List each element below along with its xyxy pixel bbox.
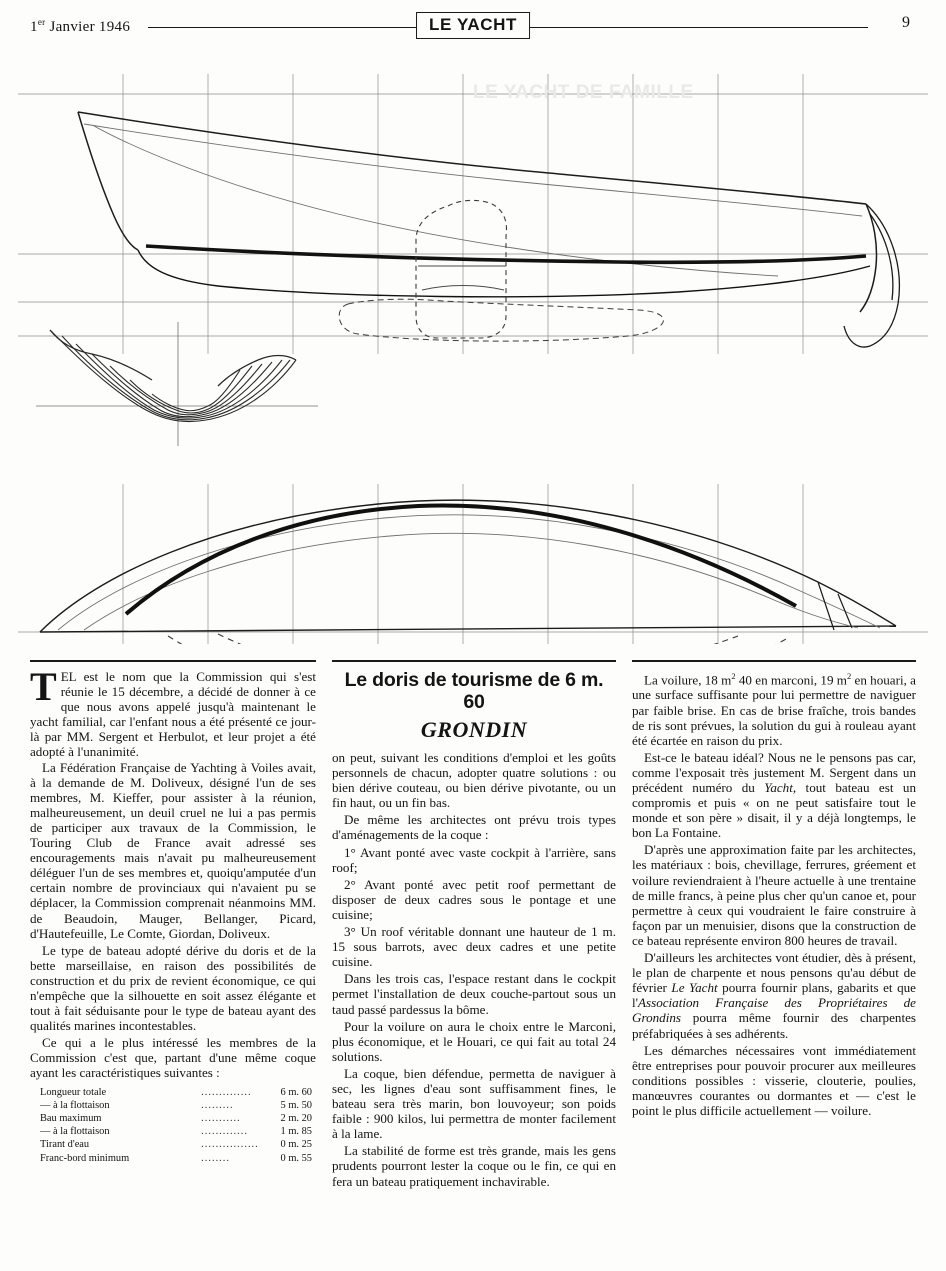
column-2 (324, 660, 624, 1261)
text-run: pourra fournir plans, gabarits et que l' (632, 980, 916, 1011)
paragraph: Le type de bateau adopté dérive du doris et de la bette marseillaise, en raison des possibilités de construction et du prix de revient économique, ce qui n'empêche que la silhouette en soit assez élégante et tout à fait séduisante pour le type de bateau ayant des qualités marines incontestables. (30, 942, 316, 1034)
spec-dots: ......... (201, 1099, 234, 1111)
paragraph: 3° Un roof véritable donnant une hauteur de 1 m. 15 sous barrots, avec deux cadres et une petite cuisine. (332, 924, 616, 970)
masthead (30, 0, 916, 52)
spec-value: 0 m. 25 (280, 1139, 312, 1151)
paragraph (632, 950, 916, 1041)
spec-dots: ................ (201, 1139, 259, 1151)
paragraph: 1° Avant ponté avec vaste cockpit à l'arrière, sans roof; (332, 844, 616, 875)
text-run: Est-ce le bateau idéal? Nous ne le pensons pas car, comme l'exposait très justement M. Sergent dans un précédent numéro du (632, 749, 916, 796)
table-row (40, 1138, 312, 1151)
spec-dots: ............. (201, 1126, 248, 1138)
spec-label: Tirant d'eau (40, 1139, 90, 1151)
paragraph: La coque, bien défendue, permetta de naviguer à sec, les lignes d'eau sont suffisamment fines, le bateau sera très marin, bon louvoyeur; son poids faible : 900 kilos, lui permettra de monter facilement à la lame. (332, 1065, 616, 1142)
column-3 (624, 660, 924, 1261)
article-columns (22, 660, 924, 1261)
plans-ghost-title: LE YACHT DE FAMILLE (473, 82, 694, 103)
paragraph: De même les architectes ont prévu trois types d'aménagements de la coque : (332, 812, 616, 843)
superscript: 2 (731, 671, 736, 681)
paragraph: Les démarches nécessaires vont immédiatement être entreprises pour pouvoir procurer aux meilleures conditions possibles : visserie, clouterie, poulies, manœuvres courantes ou dormantes et — c'est le point le plus difficile actuellement — voilure. (632, 1042, 916, 1118)
spec-label: Franc-bord minimum (40, 1152, 130, 1164)
page-number: 9 (902, 14, 910, 31)
column-3-rule (632, 660, 916, 662)
table-row (40, 1125, 312, 1138)
spec-value: 2 m. 20 (280, 1112, 312, 1124)
paragraph: 2° Avant ponté avec petit roof permettant de disposer de deux cadres sous le pontage et une cuisine; (332, 876, 616, 922)
text-run: D'ailleurs les architectes vont étudier, dès à présent, le plan de charpente et nous pensons qu'au début de février (632, 950, 916, 996)
spec-label: — à la flottaison (40, 1126, 110, 1138)
journal-title: LE YACHT (416, 12, 530, 39)
article-headline: Le doris de tourisme de 6 m. 60 (344, 669, 604, 713)
paragraph: La stabilité de forme est très grande, mais les gens prudents pourront lester la coque ou le fin, ce qui en fera un bateau pratiquement inchavirable. (332, 1143, 616, 1189)
specifications-table (40, 1086, 312, 1165)
text-run: pourra même fournir des charpentes préfabriquées à ses adhérents. (632, 1010, 916, 1041)
paragraph: on peut, suivant les conditions d'emploi et les goûts personnels de chacun, adopter quatre solutions : ou bien dérive couteau, ou bien dérive pivotante, ou un fin haut, ou un fin bas. (332, 750, 616, 811)
issue-date-ordinal: er (37, 16, 46, 27)
paragraph: Dans les trois cas, l'espace restant dans le cockpit permet l'installation de deux couche-partout sous un taud passé pardessus la bôme. (332, 971, 616, 1017)
table-row (40, 1086, 312, 1099)
issue-date (30, 17, 130, 36)
spec-value: 0 m. 55 (280, 1152, 312, 1164)
spec-value: 6 m. 60 (280, 1086, 312, 1098)
paragraph: La Fédération Française de Yachting à Voiles avait, à la demande de M. Doliveux, désigné l'un de ses membres, M. Kieffer, pour assister à la réunion, malheureusement, un deuil cruel ne lui a pas permis de participer aux travaux de la Commission, le Touring Club de France avait adressé ses encouragements mais n'avait pu malheureusement déléguer l'un de ses membres et, quoiqu'amputée d'un certain nombre de provinciaux qui n'avaient pu se déplacer, la Commission comprenait néanmoins MM. de Beaudoin, Mauger, Bellanger, Picard, d'Hautefeuille, Le Comte, Giordan, Doliveux. (30, 759, 316, 941)
text-run: 40 en marconi, 19 m (735, 672, 847, 688)
issue-date-rest: Janvier 1946 (45, 18, 131, 35)
lead-paragraph-text: EL est le nom que la Commission qui s'est réunie le 15 décembre, a décidé de donner à ce que nous avons appelé jusqu'à maintenant le yacht familial, car l'enfant nous a été présenté ce jour-là par MM. Sergent et Herbulot, et leur projet a été adopté à l'unanimité. (30, 669, 316, 760)
spec-dots: ........... (201, 1112, 241, 1124)
issue-date-prefix: 1 (30, 18, 38, 35)
spec-value: 1 m. 85 (280, 1126, 312, 1138)
italic-title: Yacht, (764, 780, 797, 796)
text-run: tout bateau est un compromis et puis « on ne peut satisfaire tout le monde et son père » disait, il y a déjà longtemps, le bon La Fontaine. (632, 780, 916, 841)
boat-plans-svg (18, 54, 928, 644)
paragraph: D'après une approximation faite par les architectes, les matériaux : bois, chevillage, ferrures, gréement et voilure reviendraient à l'heure actuelle à une trentaine de mille francs, à peine plus cher qu'un canoe et, pour permettre à ceux qui voudraient le faire construire à façon par un menuisier, disons que la construction de ce bateau représente environ 800 heures de travail. (632, 842, 916, 948)
paragraph: Ce qui a le plus intéressé les membres de la Commission c'est que, partant d'une même coque ayant les caractéristiques suivantes : (30, 1035, 316, 1081)
paragraph (632, 750, 916, 841)
spec-value: 5 m. 50 (280, 1099, 312, 1111)
text-run: La voilure, 18 m (644, 672, 732, 688)
table-row (40, 1152, 312, 1165)
spec-dots: .............. (201, 1086, 252, 1098)
spec-label: — à la flottaison (40, 1099, 110, 1111)
italic-title: Association Française des Propriétaires de Grondins (632, 995, 916, 1026)
drop-cap: T (30, 664, 57, 709)
spec-dots: ........ (201, 1152, 230, 1164)
text-run: en houari, a une surface suffisante pour lui permettre de naviguer par faible brise. En cas de brise fraîche, trois bandes de ris sont prévues, la solution du gui à rouleau ayant été écartée en raison du prix. (632, 672, 916, 748)
paragraph: Pour la voilure on aura le choix entre le Marconi, plus économique, et le Houari, ce qui fait au total 24 solutions. (332, 1018, 616, 1064)
lead-paragraph (30, 664, 316, 760)
column-2-rule (332, 660, 616, 662)
spec-label: Longueur totale (40, 1086, 107, 1098)
spec-label: Bau maximum (40, 1112, 102, 1124)
superscript: 2 (846, 671, 852, 681)
column-1 (22, 660, 324, 1261)
table-row (40, 1112, 312, 1125)
column-1-rule (30, 660, 316, 662)
italic-title: Le Yacht (671, 980, 718, 996)
article-subhead: GRONDIN (420, 717, 528, 742)
paragraph (632, 669, 916, 748)
table-row (40, 1099, 312, 1112)
boat-plans-figure (18, 54, 928, 644)
